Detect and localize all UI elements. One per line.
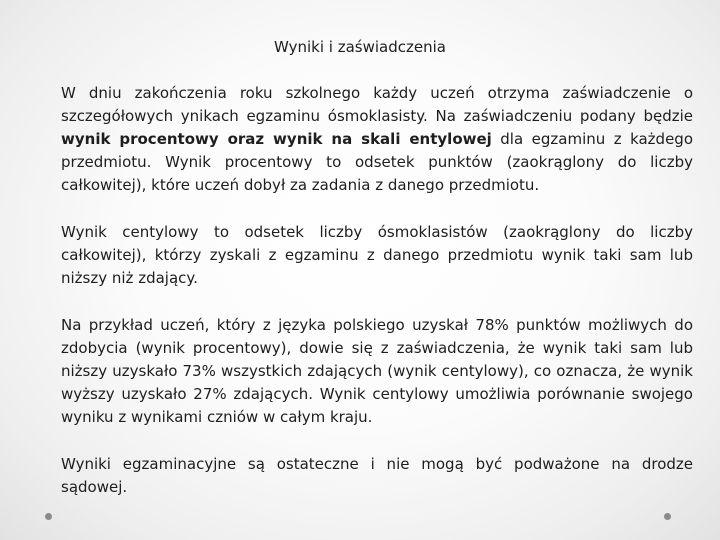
bullet-dot-right (664, 513, 671, 520)
paragraph-centile-definition: Wynik centylowy to odsetek liczby ósmoklasistów (zaokrąglony do liczby całkowitej), którzy zyskali z egzaminu z danego przedmiotu wynik taki sam lub niższy niż zdający. (61, 223, 693, 287)
bullet-dot-left (45, 513, 52, 520)
slide-body (61, 82, 693, 523)
paragraph-results-certificate (61, 82, 693, 197)
slide-title: Wyniki i zaświadczenia (274, 38, 446, 56)
paragraph-text: dla egzaminu z każdego przedmiotu. Wynik procentowy to odsetek punktów (zaokrąglony do liczby całkowitej), które uczeń dobył za zadania z danego przedmiotu. (61, 130, 694, 194)
bold-emphasis: wynik procentowy oraz wynik na skali entylowej (61, 130, 492, 148)
paragraph-text: W dniu zakończenia roku szkolnego każdy uczeń otrzyma zaświadczenie o szczegółowych ynikach egzaminu ósmoklasisty. Na zaświadczeniu podany będzie (61, 84, 693, 125)
paragraph-example: Na przykład uczeń, który z języka polskiego uzyskał 78% punktów możliwych do zdobycia (wynik procentowy), dowie się z zaświadczenia, że wynik taki sam lub niższy uzyskało 73% wszystkich zdających (wynik centylowy), co oznacza, że wynik wyższy uzyskało 27% zdających. Wynik centylowy umożliwia porównanie swojego wyniku z wynikami czniów w całym kraju. (61, 316, 693, 426)
paragraph-final-results: Wyniki egzaminacyjne są ostateczne i nie mogą być podważone na drodze sądowej. (61, 455, 693, 496)
